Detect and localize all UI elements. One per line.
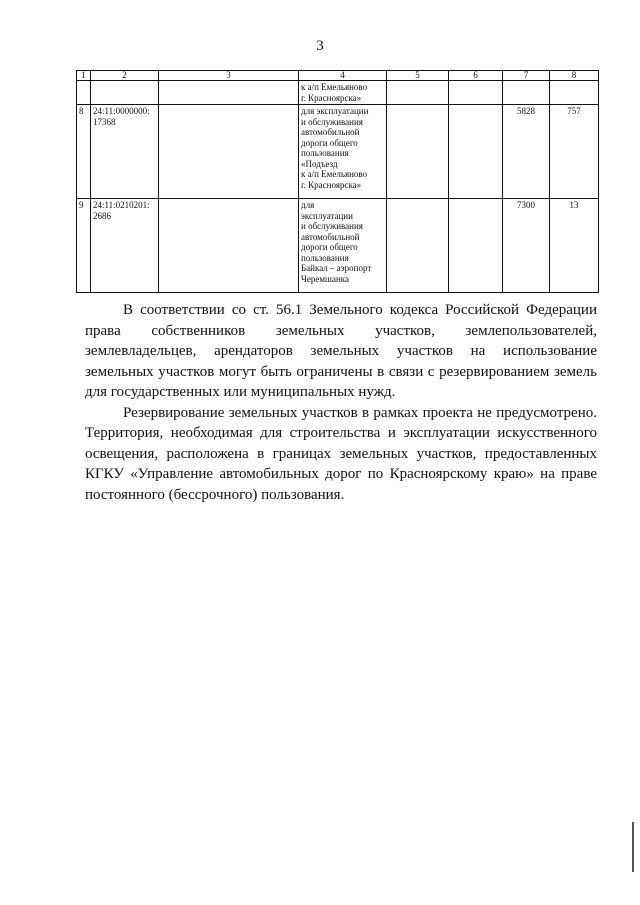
column-header: 3	[159, 71, 299, 81]
area-cell: 7300	[503, 199, 550, 293]
table-cell	[449, 199, 503, 293]
column-header: 7	[503, 71, 550, 81]
paragraph: Резервирование земельных участков в рамках проекта не предусмотрено. Территория, необходимая для строительства и эксплуатации искусственного освещения, расположена в границах земельных участков, предоставленных КГКУ «Управление автомобильных дорог по Красноярскому краю» на праве постоянного (бессрочного) пользования.	[85, 404, 597, 503]
table-cell: 13	[550, 199, 599, 293]
table-cell	[159, 105, 299, 199]
area-cell: 5828	[503, 105, 550, 199]
table-cell	[159, 199, 299, 293]
cadastral-number	[91, 81, 159, 105]
table-cell	[387, 105, 449, 199]
scan-edge-mark	[632, 822, 634, 872]
column-header: 5	[387, 71, 449, 81]
page-number: 3	[316, 38, 324, 54]
table-cell	[550, 81, 599, 105]
row-number: 8	[77, 105, 91, 199]
column-header: 6	[449, 71, 503, 81]
table-cell	[387, 81, 449, 105]
cadastral-number: 24:11:0000000: 17368	[91, 105, 159, 199]
table-cell	[449, 81, 503, 105]
body-text	[85, 300, 597, 505]
row-number	[77, 81, 91, 105]
purpose-cell: для эксплуатации и обслуживания автомобильной дороги общего пользования Байкал – аэропорт Черемшанка	[299, 199, 387, 293]
land-plots-table	[76, 70, 599, 293]
table-row	[77, 81, 599, 105]
table-cell	[159, 81, 299, 105]
table-cell: 757	[550, 105, 599, 199]
column-header: 2	[91, 71, 159, 81]
table-cell	[387, 199, 449, 293]
area-cell	[503, 81, 550, 105]
table-row	[77, 105, 599, 199]
column-header: 1	[77, 71, 91, 81]
table-row	[77, 199, 599, 293]
table-cell	[449, 105, 503, 199]
paragraph: В соответствии со ст. 56.1 Земельного кодекса Российской Федерации права собственников земельных участков, землепользователей, землевладельцев, арендаторов земельных участков на использование земельных участков могут быть ограничены в связи с резервированием земель для государственных или муниципальных нужд.	[85, 302, 597, 400]
row-number: 9	[77, 199, 91, 293]
purpose-cell: для эксплуатации и обслуживания автомобильной дороги общего пользования «Подъезд к а/п Емельяново г. Красноярска»	[299, 105, 387, 199]
column-header: 8	[550, 71, 599, 81]
cadastral-number: 24:11:0210201: 2686	[91, 199, 159, 293]
table-header-row	[77, 71, 599, 81]
purpose-cell: к а/п Емельяново г. Красноярска»	[299, 81, 387, 105]
column-header: 4	[299, 71, 387, 81]
